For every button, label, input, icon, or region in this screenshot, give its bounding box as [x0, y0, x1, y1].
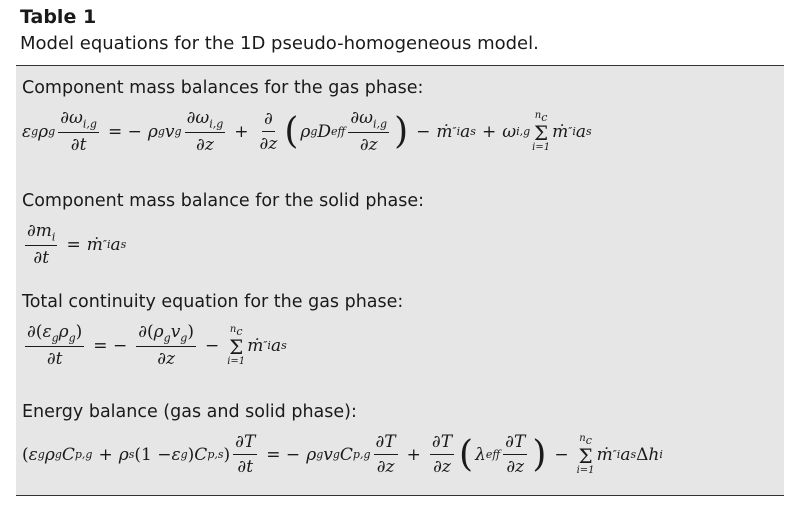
equation-energy-balance: ( ε g ρ g C p,g + ρ s (1 − ε g ) C p,s ) $\frac{\partial T}{\partial t}$ = − ρ g v g C p,g $\frac{\partial T}{\partial z}$ + $\frac{\partial T}{\partial z}$ ( λ eff $\frac{\partial T}{\partial z}$ ) − $n_c$ Σ i=1 ṁ ″ i a s Δ h i	[22, 432, 663, 477]
heading-gas-mass-balance: Component mass balances for the gas phase:	[22, 78, 424, 98]
heading-solid-mass-balance: Component mass balance for the solid phase:	[22, 191, 425, 211]
table-caption: Model equations for the 1D pseudo-homogeneous model.	[20, 33, 539, 54]
heading-energy-balance: Energy balance (gas and solid phase):	[22, 402, 357, 422]
table-label: Table 1	[20, 6, 97, 28]
equation-solid-mass-balance: $\frac{\partial m_i}{\partial t}$ = ṁ ″ i a s	[27, 221, 127, 269]
equation-continuity: $\frac{\partial(\varepsilon_g\rho_g)}{\partial t}$ = − $\frac{\partial(\rho_gv_g)}{\partial z}$ − $n_c$ Σ i=1 ṁ ″ i a s	[27, 322, 287, 370]
heading-continuity: Total continuity equation for the gas phase:	[22, 292, 404, 312]
equation-gas-mass-balance: ε g ρ g $\frac{\partial\omega_{i,g}}{\partial t}$ = − ρ g v g $\frac{\partial\omega_{i,g}}{\partial z}$ + $\frac{\partial}{\partial z}$ ( ρ g D eff $\frac{\partial\omega_{i,g}}{\partial z}$ ) − ṁ ″ i a s + ω i,g $n_c$ Σ i=1 ṁ ″ i a s	[22, 108, 592, 156]
equations-panel	[16, 65, 784, 496]
